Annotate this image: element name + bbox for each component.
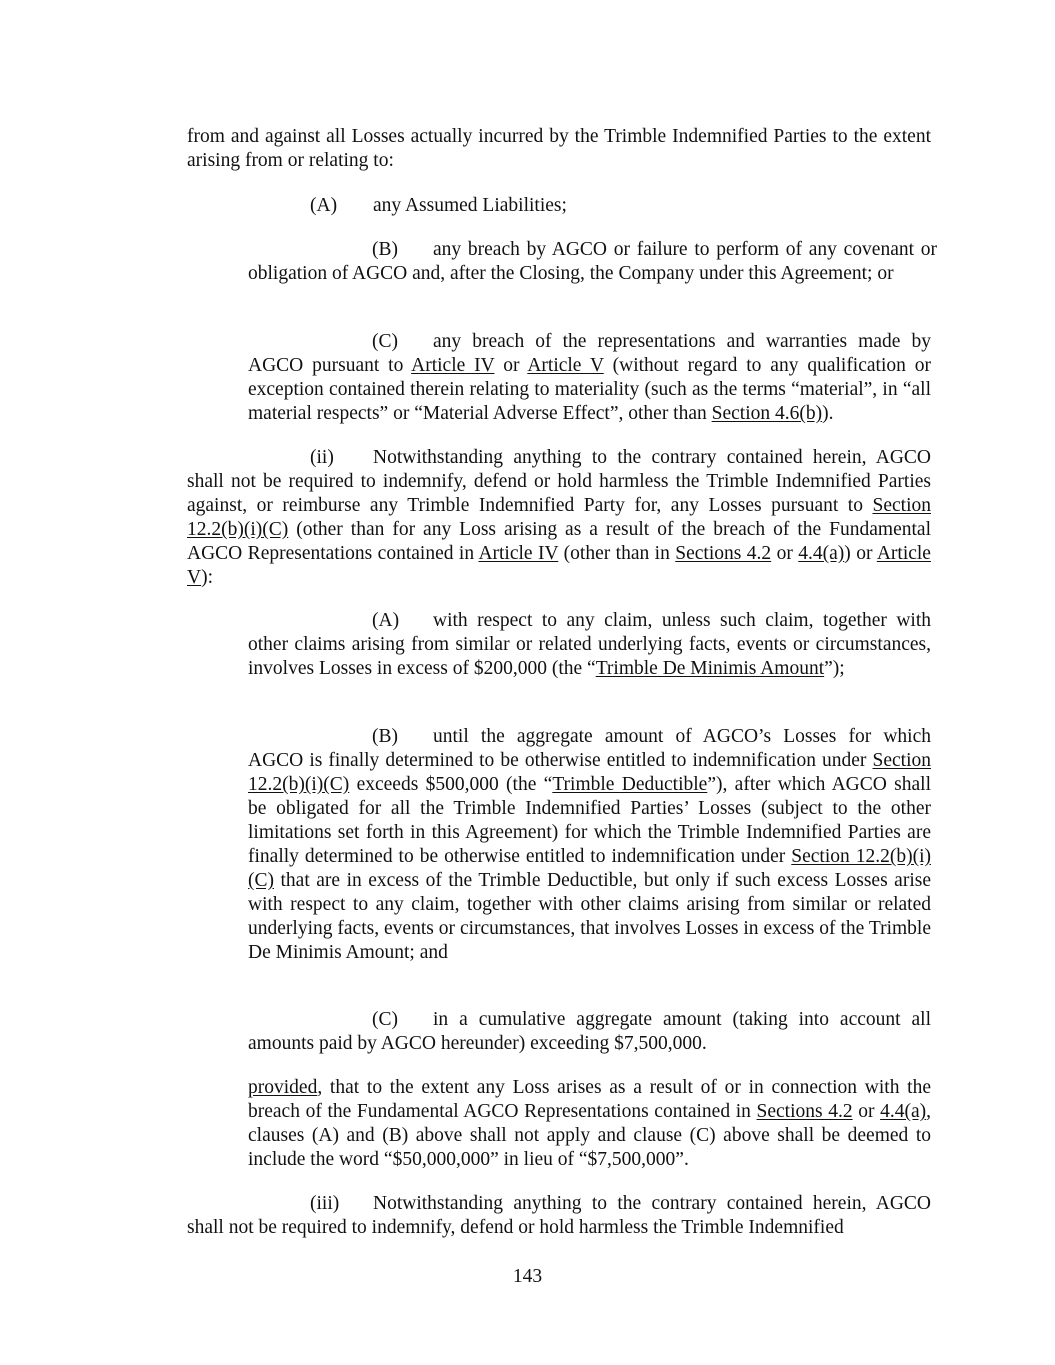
cross-reference-link: Section 12.2(b)(i)(C) bbox=[248, 750, 931, 795]
clause-label: (C) bbox=[372, 1009, 398, 1030]
cross-reference-link: Sections 4.2 bbox=[756, 1101, 853, 1122]
intro-paragraph: from and against all Losses actually incurred by the Trimble Indemnified Parties to the extent arising from or relating to: bbox=[187, 126, 931, 171]
clause-i-a: (A) any Assumed Liabilities; bbox=[310, 195, 567, 216]
clause-i-b: (B) any breach by AGCO or failure to perform of any covenant or obligation of AGCO and, after the Closing, the Company under this Agreement; or bbox=[248, 239, 937, 284]
clause-ii-a: (A) with respect to any claim, unless such claim, together with other claims arising from similar or related underlying facts, events or circumstances, involves Losses in excess of $200,000 (the “Trimble De Minimis Amount”); bbox=[248, 610, 931, 679]
cross-reference-link: Article V bbox=[527, 355, 604, 376]
proviso-paragraph: provided, that to the extent any Loss arises as a result of or in connection with the breach of the Fundamental AGCO Representations contained in Sections 4.2 or 4.4(a), clauses (A) and (B) above shall not apply and clause (C) above shall be deemed to include the word “$50,000,000” in lieu of “$7,500,000”. bbox=[248, 1077, 931, 1170]
cross-reference-link: Sections 4.2 bbox=[675, 543, 772, 564]
clause-label: (ii) bbox=[310, 447, 334, 468]
cross-reference-link: Section 12.2(b)(i)(C) bbox=[248, 846, 931, 891]
clause-label: (B) bbox=[372, 726, 398, 747]
cross-reference-link: Section 4.6(b) bbox=[711, 403, 823, 424]
cross-reference-link: 4.4(a) bbox=[798, 543, 845, 564]
cross-reference-link: Section 12.2(b)(i)(C) bbox=[187, 495, 931, 540]
clause-label: (B) bbox=[372, 239, 398, 260]
clause-ii-c: (C) in a cumulative aggregate amount (taking into account all amounts paid by AGCO hereunder) exceeding $7,500,000. bbox=[248, 1009, 931, 1054]
clause-iii: (iii) Notwithstanding anything to the contrary contained herein, AGCO shall not be required to indemnify, defend or hold harmless the Trimble Indemnified bbox=[187, 1193, 931, 1238]
clause-label: (iii) bbox=[310, 1193, 340, 1214]
clause-label: (A) bbox=[310, 195, 338, 216]
defined-term: Trimble Deductible bbox=[552, 774, 708, 795]
clause-ii-b: (B) until the aggregate amount of AGCO’s Losses for which AGCO is finally determined to be otherwise entitled to indemnification under Section 12.2(b)(i)(C) exceeds $500,000 (the “Trimble Deductible”), after which AGCO shall be obligated for all the Trimble Indemnified Parties’ Losses (subject to the other limitations set forth in this Agreement) for which the Trimble Indemnified Parties are finally determined to be otherwise entitled to indemnification under Section 12.2(b)(i)(C) that are in excess of the Trimble Deductible, but only if such excess Losses arise with respect to any claim, together with other claims arising from similar or related underlying facts, events or circumstances, that involves Losses in excess of the Trimble De Minimis Amount; and bbox=[248, 726, 931, 963]
clause-label: (C) bbox=[372, 331, 398, 352]
proviso-term: provided bbox=[248, 1077, 318, 1098]
cross-reference-link: Article V bbox=[187, 543, 931, 588]
page-number: 143 bbox=[512, 1266, 543, 1287]
cross-reference-link: 4.4(a) bbox=[880, 1101, 927, 1122]
defined-term: Trimble De Minimis Amount bbox=[595, 658, 825, 679]
cross-reference-link: Article IV bbox=[478, 543, 559, 564]
clause-label: (A) bbox=[372, 610, 400, 631]
clause-ii: (ii) Notwithstanding anything to the contrary contained herein, AGCO shall not be required to indemnify, defend or hold harmless the Trimble Indemnified Parties against, or reimburse any Trimble Indemnified Party for, any Losses pursuant to Section 12.2(b)(i)(C) (other than for any Loss arising as a result of the breach of the Fundamental AGCO Representations contained in Article IV (other than in Sections 4.2 or 4.4(a)) or Article V): bbox=[187, 447, 931, 588]
cross-reference-link: Article IV bbox=[411, 355, 495, 376]
clause-i-c: (C) any breach of the representations and warranties made by AGCO pursuant to Article IV or Article V (without regard to any qualification or exception contained therein relating to materiality (such as the terms “material”, in “all material respects” or “Material Adverse Effect”, other than Section 4.6(b)). bbox=[248, 331, 931, 424]
